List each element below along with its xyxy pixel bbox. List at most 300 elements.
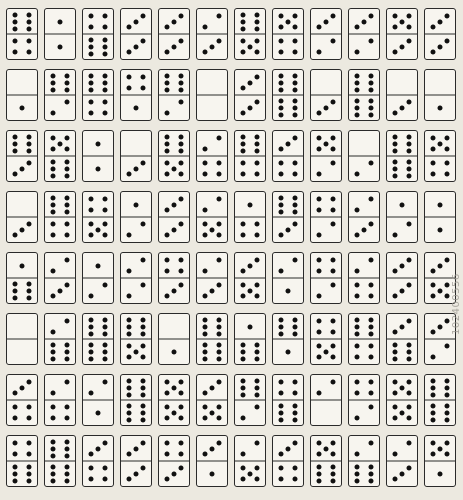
pip [178,452,183,457]
pip [165,111,170,116]
pip [216,283,221,288]
pip [248,44,253,49]
pip [127,392,132,397]
pip [51,233,56,238]
domino-half-top [197,314,227,339]
pip [406,173,411,178]
pip [203,222,208,227]
pip [26,416,31,421]
domino-divider [7,461,37,462]
pip [216,441,221,446]
domino-tile [6,69,38,121]
pip [393,405,398,410]
domino-half-top [197,192,227,217]
pip [165,50,170,55]
pip [26,452,31,457]
pip [13,405,18,410]
pip [134,166,139,171]
pip [444,172,449,177]
domino-half-bottom [83,95,113,120]
pip [393,349,398,354]
domino-half-top [273,9,303,34]
pip [89,37,94,42]
pip [438,202,443,207]
domino-half-bottom [311,95,341,120]
domino-divider [197,156,227,157]
domino-half-bottom [83,278,113,303]
domino-half-top [121,9,151,34]
pip [102,100,107,105]
pip [64,233,69,238]
domino-tile [196,69,228,121]
pip [248,80,253,85]
pip [102,73,107,78]
pip [127,452,132,457]
pip [254,39,259,44]
pip [89,294,94,299]
domino-half-bottom [349,217,379,242]
domino-tile [310,435,342,487]
pip [64,319,69,324]
pip [178,73,183,78]
pip [64,464,69,469]
pip [393,416,398,421]
domino-divider [273,339,303,340]
domino-divider [197,34,227,35]
domino-half-top [197,375,227,400]
pip [241,385,246,390]
pip [216,172,221,177]
watermark-text: 102400556 [451,273,462,335]
domino-divider [197,400,227,401]
pip [134,471,139,476]
pip [286,349,291,354]
domino-half-top [425,436,455,461]
pip [355,208,360,213]
pip [444,14,449,19]
domino-divider [45,217,75,218]
domino-tile [272,374,304,426]
pip [26,464,31,469]
pip [431,417,436,422]
domino-tile [196,191,228,243]
pip [279,209,284,214]
domino-half-bottom [45,400,75,425]
pip [431,330,436,335]
pip [203,25,208,30]
domino-tile [386,69,418,121]
pip [134,202,139,207]
pip [203,233,208,238]
pip [317,478,322,483]
domino-half-top [197,131,227,156]
pip [279,269,284,274]
pip [431,385,436,390]
domino-tile [120,130,152,182]
pip [140,14,145,19]
pip [355,80,360,85]
pip [400,288,405,293]
pip [279,25,284,30]
domino-tile [196,8,228,60]
domino-divider [311,217,341,218]
domino-half-top [387,70,417,95]
pip [241,269,246,274]
pip [172,227,177,232]
domino-half-bottom [83,461,113,486]
pip [127,385,132,390]
pip [355,464,360,469]
domino-divider [311,156,341,157]
domino-divider [197,278,227,279]
pip [203,356,208,361]
pip [64,283,69,288]
pip [134,349,139,354]
pip [254,141,259,146]
pip [241,283,246,288]
pip [292,50,297,55]
pip [13,50,18,55]
pip [279,410,284,415]
pip [330,100,335,105]
domino-half-top [197,253,227,278]
pip [203,294,208,299]
domino-tile [82,191,114,243]
pip [89,111,94,116]
pip [393,148,398,153]
pip [51,202,56,207]
domino-half-bottom [159,95,189,120]
pip [51,349,56,354]
pip [51,453,56,458]
pip [444,39,449,44]
pip [431,355,436,360]
pip [216,136,221,141]
pip [241,86,246,91]
pip [330,380,335,385]
pip [393,14,398,19]
pip [216,197,221,202]
pip [13,134,18,139]
pip [210,385,215,390]
domino-tile [44,374,76,426]
domino-half-bottom [45,217,75,242]
pip [241,111,246,116]
pip [89,80,94,85]
pip [368,87,373,92]
pip [51,222,56,227]
pip [438,263,443,268]
domino-half-bottom [311,217,341,242]
pip [178,222,183,227]
pip [64,453,69,458]
pip [13,26,18,31]
pip [89,349,94,354]
pip [241,294,246,299]
pip [51,209,56,214]
domino-divider [425,400,455,401]
domino-divider [349,461,379,462]
domino-divider [83,156,113,157]
pip [26,478,31,483]
pip [431,392,436,397]
domino-divider [197,461,227,462]
pip [140,441,145,446]
domino-half-top [83,9,113,34]
pip [393,380,398,385]
domino-tile [424,8,456,60]
domino-half-top [311,131,341,156]
pip [216,324,221,329]
domino-tile [82,130,114,182]
domino-tile [6,374,38,426]
domino-half-bottom [387,95,417,120]
domino-tile [82,252,114,304]
domino-tile [424,374,456,426]
pip [178,80,183,85]
domino-tile [386,435,418,487]
domino-divider [121,339,151,340]
pip [96,227,101,232]
domino-half-top [45,70,75,95]
pip [127,75,132,80]
pip [368,317,373,322]
pip [393,111,398,116]
pip [89,25,94,30]
pip [89,466,94,471]
domino-divider [45,400,75,401]
pip [254,294,259,299]
pip [330,471,335,476]
pip [127,417,132,422]
domino-tile [158,435,190,487]
domino-half-top [159,192,189,217]
pip [13,19,18,24]
pip [210,227,215,232]
pip [317,50,322,55]
pip [203,331,208,336]
pip [444,147,449,152]
domino-half-top [235,253,265,278]
pip [178,134,183,139]
pip [254,50,259,55]
domino-divider [235,95,265,96]
pip [368,14,373,19]
domino-tile [120,69,152,121]
pip [254,283,259,288]
pip [216,380,221,385]
domino-tile [234,313,266,365]
pip [406,134,411,139]
pip [102,80,107,85]
domino-half-bottom [83,339,113,364]
domino-half-bottom [45,278,75,303]
pip [330,330,335,335]
pip [330,208,335,213]
pip [254,100,259,105]
pip [89,391,94,396]
pip [102,477,107,482]
domino-half-top [83,375,113,400]
pip [368,391,373,396]
pip [438,446,443,451]
pip [216,233,221,238]
domino-half-bottom [121,95,151,120]
domino-tile [386,191,418,243]
domino-half-top [235,131,265,156]
pip [89,51,94,56]
pip [96,141,101,146]
pip [172,410,177,415]
domino-divider [425,34,455,35]
domino-divider [83,217,113,218]
pip [317,452,322,457]
domino-half-bottom [425,34,455,59]
pip [26,161,31,166]
pip [355,331,360,336]
domino-divider [197,95,227,96]
domino-tile [120,313,152,365]
domino-half-top [349,70,379,95]
pip [64,405,69,410]
domino-half-top [311,9,341,34]
pip [406,159,411,164]
pip [140,86,145,91]
pip [254,161,259,166]
domino-half-top [235,375,265,400]
domino-tile [82,313,114,365]
domino-half-bottom [45,95,75,120]
domino-divider [273,34,303,35]
pip [368,464,373,469]
pip [241,134,246,139]
domino-tile [120,374,152,426]
pip [241,50,246,55]
domino-half-top [7,9,37,34]
domino-tile [386,374,418,426]
pip [292,73,297,78]
pip [241,172,246,177]
domino-tile [196,130,228,182]
domino-divider [425,339,455,340]
pip [26,380,31,385]
domino-half-bottom [7,156,37,181]
pip [393,452,398,457]
domino-divider [387,339,417,340]
domino-tile [386,130,418,182]
domino-half-bottom [235,217,265,242]
domino-tile [348,435,380,487]
pip [355,283,360,288]
domino-half-bottom [121,461,151,486]
pip [355,317,360,322]
domino-half-top [349,436,379,461]
pip [172,349,177,354]
pip [368,112,373,117]
pip [26,471,31,476]
pip [172,288,177,293]
domino-half-bottom [387,156,417,181]
pip [330,147,335,152]
pip [64,147,69,152]
pip [216,222,221,227]
pip [248,471,253,476]
pip [203,172,208,177]
pip [438,324,443,329]
pip [241,161,246,166]
pip [254,12,259,17]
pip [140,403,145,408]
pip [178,39,183,44]
pip [178,161,183,166]
pip [254,405,259,410]
pip [58,288,63,293]
pip [241,12,246,17]
pip [64,471,69,476]
domino-half-bottom [197,156,227,181]
pip [210,446,215,451]
domino-tile [44,435,76,487]
pip [355,355,360,360]
pip [438,105,443,110]
pip [203,416,208,421]
pip [330,283,335,288]
domino-divider [235,461,265,462]
domino-divider [45,34,75,35]
domino-half-bottom [235,278,265,303]
pip [178,87,183,92]
pip [279,80,284,85]
domino-half-top [387,375,417,400]
pip [203,342,208,347]
pip [355,73,360,78]
pip [13,391,18,396]
pip [51,478,56,483]
pip [89,14,94,19]
pip [13,441,18,446]
pip [203,161,208,166]
domino-tile [196,252,228,304]
domino-half-bottom [273,217,303,242]
domino-tile [44,69,76,121]
pip [368,161,373,166]
pip [406,319,411,324]
pip [127,344,132,349]
domino-half-top [7,436,37,461]
pip [51,294,56,299]
pip [444,410,449,415]
pip [102,25,107,30]
pip [444,294,449,299]
domino-tile [272,252,304,304]
pip [317,25,322,30]
pip [431,441,436,446]
pip [51,330,56,335]
domino-half-bottom [235,156,265,181]
pip [203,50,208,55]
domino-tile [120,435,152,487]
pip [64,439,69,444]
domino-half-bottom [425,217,455,242]
pip [102,233,107,238]
pip [400,471,405,476]
pip [165,258,170,263]
domino-half-top [349,192,379,217]
pip [431,147,436,152]
pip [254,385,259,390]
pip [134,446,139,451]
pip [241,416,246,421]
